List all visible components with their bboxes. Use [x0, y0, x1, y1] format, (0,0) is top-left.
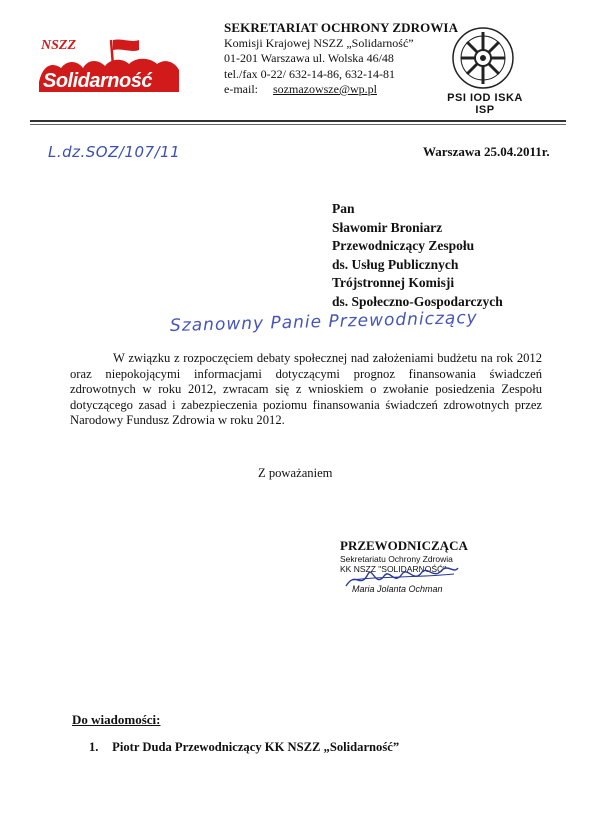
letter-date: Warszawa 25.04.2011r.: [423, 144, 550, 159]
letterhead-rule-thick: [30, 120, 566, 122]
recipient-line: Pan: [332, 201, 355, 216]
signature-title: PRZEWODNICZĄCA: [340, 538, 468, 553]
recipient-line: Przewodniczący Zespołu: [332, 238, 475, 254]
closing-phrase: Z poważaniem: [258, 466, 333, 480]
distribution-item: [89, 740, 399, 755]
recipient-line: ds. Usług Publicznych: [332, 256, 459, 272]
signature-stamp-line2: KK NSZZ "SOLIDARNOŚĆ": [340, 564, 447, 574]
handwritten-salutation: Szanowny Panie Przewodniczący: [169, 307, 479, 337]
letter-body: W związku z rozpoczęciem debaty społecznej nad założeniami budżetu na rok 2012 oraz niepokojącymi informacjami dotyczącymi prognoz finansowania świadczeń zdrowotnych w roku 2012, zwracam się z wnioskiem o zwołanie posiedzenia Zespołu dotyczącego zasad i zabezpieczenia poziomu finansowania świadczeń zdrowotnych przez Narodowy Fundusz Zdrowia w roku 2012.: [70, 351, 542, 428]
solidarnosc-logo: [33, 34, 183, 98]
distribution-heading: Do wiadomości:: [72, 712, 161, 727]
signature-stamp-line1: Sekretariatu Ochrony Zdrowia: [340, 554, 453, 564]
organization-line1: Komisji Krajowej NSZZ „Solidarność”: [224, 35, 414, 50]
recipient-block: [332, 200, 503, 312]
email-label: e-mail:: [224, 82, 258, 96]
organization-title: SEKRETARIAT OCHRONY ZDROWIA: [224, 20, 459, 35]
email-link[interactable]: sozmazowsze@wp.pl: [272, 82, 378, 96]
psi-emblem: [437, 18, 533, 118]
logo-word: Solidarność: [43, 70, 152, 92]
signatory-name: Maria Jolanta Ochman: [352, 584, 443, 594]
organization-email-row: [224, 82, 458, 98]
reference-number: L.dz.SOZ/107/11: [48, 143, 181, 161]
letterhead-address: [224, 20, 458, 98]
organization-phone: tel./fax 0-22/ 632-14-86, 632-14-81: [224, 66, 395, 81]
letterhead-rule-thin: [30, 124, 566, 125]
recipient-line: ds. Społeczno-Gospodarczych: [332, 293, 503, 309]
distribution-item-text: Piotr Duda Przewodniczący KK NSZZ „Solidarność”: [112, 740, 400, 754]
emblem-label: PSI IOD ISKA ISP: [447, 92, 523, 116]
recipient-line: Sławomir Broniarz: [332, 219, 443, 235]
logo-prefix: NSZZ: [41, 38, 76, 53]
organization-address: 01-201 Warszawa ul. Wolska 46/48: [224, 51, 394, 65]
recipient-line: Trójstronnej Komisji: [332, 275, 455, 291]
distribution-item-number: 1.: [89, 740, 99, 754]
